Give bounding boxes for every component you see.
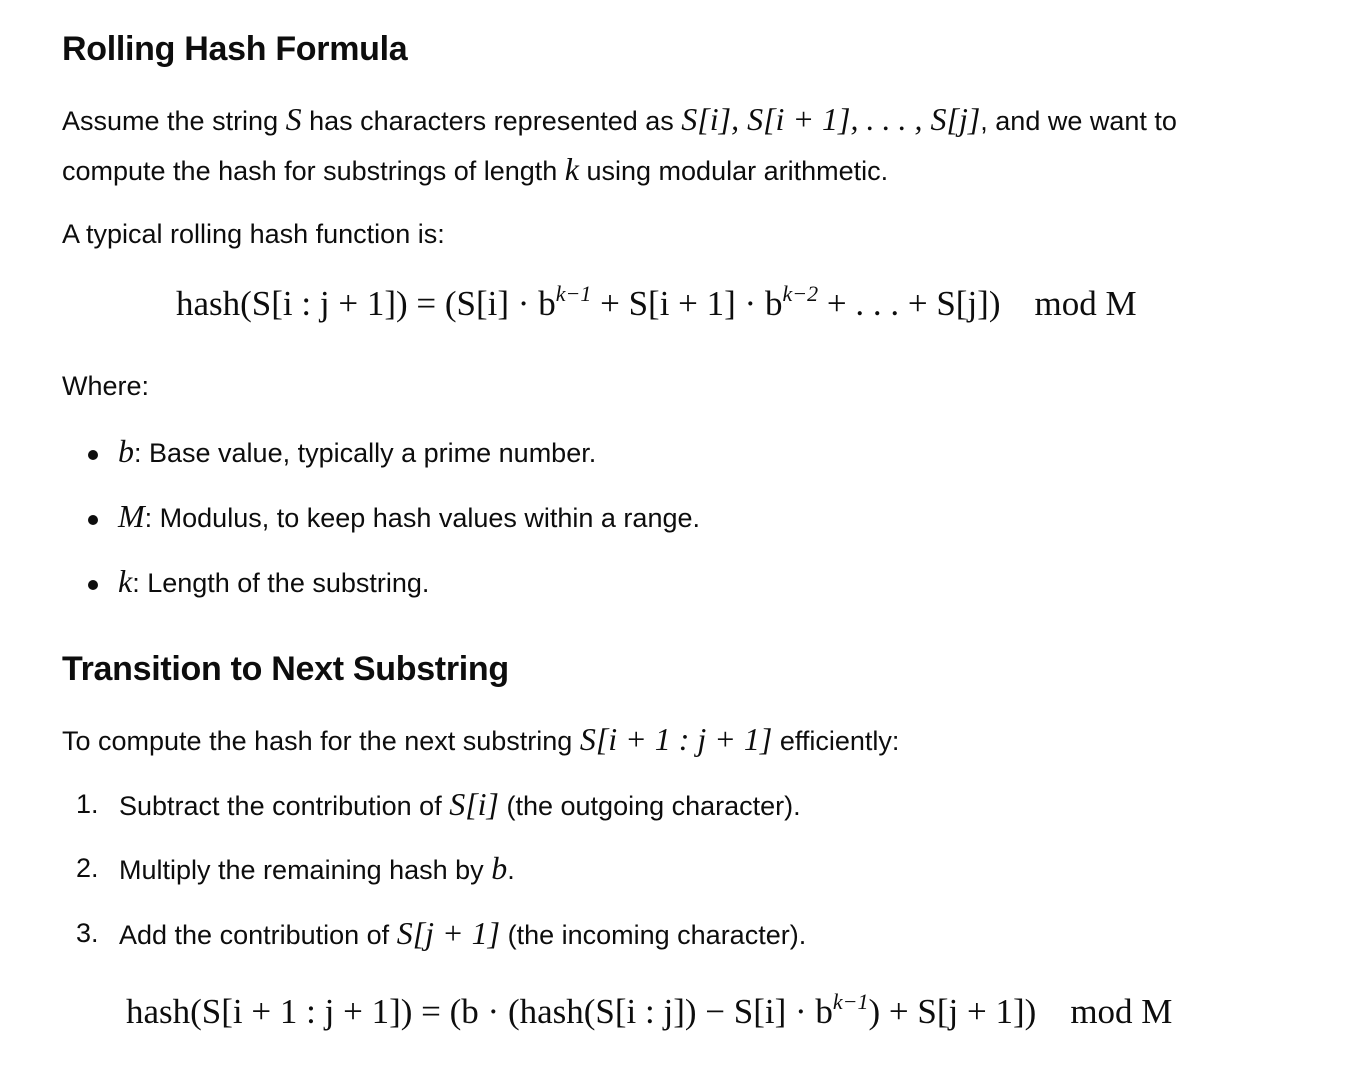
- text-fragment: To compute the hash for the next substring: [62, 726, 580, 756]
- equation-part: + . . . + S[j]): [818, 284, 1001, 323]
- list-item-content: [118, 433, 597, 469]
- equation-part: hash(S[i : j + 1]) = (S[i] · b: [176, 284, 556, 323]
- equation-transition: [126, 989, 1173, 1032]
- list-item-text: : Length of the substring.: [132, 568, 430, 598]
- equation-mod: mod M: [1034, 284, 1137, 323]
- math-var-S: S: [285, 101, 302, 137]
- list-item-content: [118, 498, 700, 534]
- math-expression: S[j + 1]: [396, 915, 501, 951]
- text-fragment: Assume the string: [62, 106, 286, 136]
- equation-exponent: k−1: [555, 281, 592, 306]
- heading-rolling-hash-formula: Rolling Hash Formula: [62, 30, 408, 68]
- equation-part: ) + S[j + 1]): [868, 992, 1037, 1031]
- list-item-b: [62, 426, 596, 478]
- equation-rolling-hash: [176, 281, 1137, 324]
- step-number: 2.: [76, 853, 99, 883]
- step-item-3: [62, 908, 806, 960]
- text-fragment: (the incoming character).: [500, 920, 807, 950]
- text-fragment: Add the contribution of: [119, 920, 397, 950]
- text-fragment: Subtract the contribution of: [119, 791, 450, 821]
- text-fragment: using modular arithmetic.: [579, 156, 889, 186]
- math-var: k: [118, 563, 133, 599]
- text-fragment: (the outgoing character).: [499, 791, 801, 821]
- bullet-icon: [88, 515, 98, 525]
- text-fragment: , and we want to: [980, 106, 1177, 136]
- list-item-content: [118, 563, 430, 599]
- math-sequence: S[i], S[i + 1], . . . , S[j]: [681, 101, 981, 137]
- list-item-k: [62, 556, 429, 608]
- bullet-icon: [88, 580, 98, 590]
- text-fragment: efficiently:: [772, 726, 900, 756]
- list-item-text: : Modulus, to keep hash values within a range.: [144, 503, 700, 533]
- paragraph-assumption-line2: [62, 144, 888, 196]
- equation-exponent: k−1: [832, 989, 869, 1014]
- math-var: M: [118, 498, 145, 534]
- paragraph-where: Where:: [62, 371, 150, 401]
- step-content: [119, 915, 807, 951]
- math-var-k: k: [564, 151, 579, 187]
- paragraph-transition-intro: [62, 714, 899, 766]
- text-fragment: has characters represented as: [301, 106, 682, 136]
- equation-part: hash(S[i + 1 : j + 1]) = (b · (hash(S[i : j]) − S[i] · b: [126, 992, 833, 1031]
- step-content: [119, 786, 801, 822]
- text-fragment: compute the hash for substrings of length: [62, 156, 565, 186]
- math-var: b: [118, 433, 134, 469]
- step-item-2: [62, 843, 515, 895]
- equation-mod: mod M: [1070, 992, 1173, 1031]
- paragraph-typical-hash: A typical rolling hash function is:: [62, 219, 445, 249]
- heading-transition: Transition to Next Substring: [62, 650, 509, 688]
- equation-exponent: k−2: [782, 281, 819, 306]
- step-content: [119, 850, 515, 886]
- equation-part: + S[i + 1] · b: [591, 284, 783, 323]
- list-item-text: : Base value, typically a prime number.: [134, 438, 597, 468]
- step-number: 3.: [76, 918, 99, 948]
- text-fragment: .: [507, 855, 515, 885]
- math-expression: b: [491, 850, 508, 886]
- bullet-icon: [88, 450, 98, 460]
- math-expression: S[i + 1 : j + 1]: [579, 721, 773, 757]
- text-fragment: Multiply the remaining hash by: [119, 855, 492, 885]
- step-item-1: [62, 779, 801, 831]
- step-number: 1.: [76, 789, 99, 819]
- list-item-M: [62, 491, 700, 543]
- math-expression: S[i]: [449, 786, 499, 822]
- paragraph-assumption-line1: [62, 94, 1177, 146]
